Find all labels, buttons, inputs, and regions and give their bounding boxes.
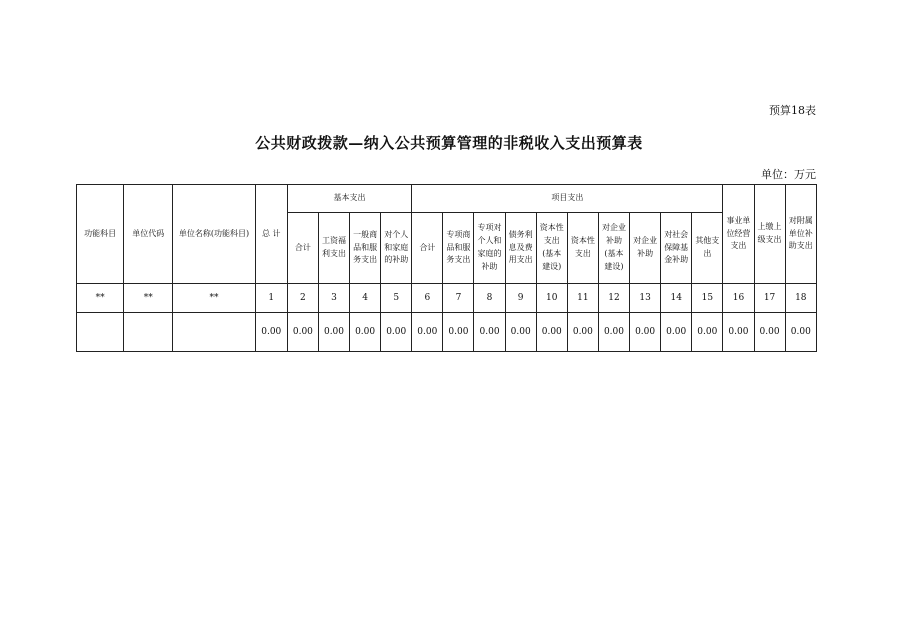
index-cell: 13 bbox=[630, 284, 661, 313]
header-project-4: 资本性支出(基本建设) bbox=[536, 213, 567, 284]
header-project-5: 资本性支出 bbox=[567, 213, 598, 284]
index-cell: ** bbox=[124, 284, 173, 313]
index-cell: 6 bbox=[412, 284, 443, 313]
data-cell: 0.00 bbox=[350, 313, 381, 352]
data-cell: 0.00 bbox=[630, 313, 661, 352]
index-cell: 1 bbox=[255, 284, 287, 313]
header-unit-code: 单位代码 bbox=[124, 185, 173, 284]
page-title: 公共财政拨款—纳入公共预算管理的非税收入支出预算表 bbox=[255, 134, 643, 152]
index-cell: 12 bbox=[598, 284, 629, 313]
unit-label: 单位：万元 bbox=[761, 168, 816, 181]
index-cell: 5 bbox=[381, 284, 412, 313]
header-project-1: 专项商品和服务支出 bbox=[443, 213, 474, 284]
data-cell: 0.00 bbox=[661, 313, 692, 352]
header-basic-3: 对个人和家庭的补助 bbox=[381, 213, 412, 284]
header-unit-name: 单位名称(功能科目) bbox=[173, 185, 255, 284]
header-extra-2: 对附属单位补助支出 bbox=[785, 185, 816, 284]
index-cell: 11 bbox=[567, 284, 598, 313]
data-cell bbox=[77, 313, 124, 352]
index-cell: 7 bbox=[443, 284, 474, 313]
table-number: 预算18表 bbox=[769, 104, 816, 117]
header-project-group: 项目支出 bbox=[412, 185, 723, 213]
data-cell: 0.00 bbox=[412, 313, 443, 352]
header-project-6: 对企业补助(基本建设) bbox=[598, 213, 629, 284]
index-cell: 15 bbox=[692, 284, 723, 313]
index-row bbox=[77, 284, 817, 313]
header-basic-1: 工资福利支出 bbox=[318, 213, 349, 284]
budget-table bbox=[76, 184, 817, 352]
index-cell: 16 bbox=[723, 284, 754, 313]
data-cell: 0.00 bbox=[723, 313, 754, 352]
header-basic-2: 一般商品和服务支出 bbox=[350, 213, 381, 284]
data-cell: 0.00 bbox=[785, 313, 816, 352]
data-cell: 0.00 bbox=[505, 313, 536, 352]
data-cell: 0.00 bbox=[443, 313, 474, 352]
header-project-0: 合计 bbox=[412, 213, 443, 284]
index-cell: 8 bbox=[474, 284, 505, 313]
header-project-9: 其他支出 bbox=[692, 213, 723, 284]
header-basic-0: 合计 bbox=[287, 213, 318, 284]
index-cell: 3 bbox=[318, 284, 349, 313]
data-cell: 0.00 bbox=[754, 313, 785, 352]
index-cell: 18 bbox=[785, 284, 816, 313]
index-cell: 14 bbox=[661, 284, 692, 313]
index-cell: 17 bbox=[754, 284, 785, 313]
data-cell: 0.00 bbox=[536, 313, 567, 352]
header-extra-0: 事业单位经营支出 bbox=[723, 185, 754, 284]
data-cell: 0.00 bbox=[692, 313, 723, 352]
data-cell: 0.00 bbox=[598, 313, 629, 352]
index-cell: ** bbox=[77, 284, 124, 313]
header-project-8: 对社会保障基金补助 bbox=[661, 213, 692, 284]
data-cell: 0.00 bbox=[255, 313, 287, 352]
data-cell: 0.00 bbox=[567, 313, 598, 352]
data-cell bbox=[173, 313, 255, 352]
data-cell: 0.00 bbox=[287, 313, 318, 352]
data-cell bbox=[124, 313, 173, 352]
data-cell: 0.00 bbox=[381, 313, 412, 352]
index-cell: 10 bbox=[536, 284, 567, 313]
index-cell: ** bbox=[173, 284, 255, 313]
data-cell: 0.00 bbox=[474, 313, 505, 352]
header-extra-1: 上缴上级支出 bbox=[754, 185, 785, 284]
index-cell: 4 bbox=[350, 284, 381, 313]
header-project-3: 债务利息及费用支出 bbox=[505, 213, 536, 284]
header-total: 总 计 bbox=[255, 185, 287, 284]
header-basic-group: 基本支出 bbox=[287, 185, 411, 213]
data-cell: 0.00 bbox=[318, 313, 349, 352]
index-cell: 2 bbox=[287, 284, 318, 313]
index-cell: 9 bbox=[505, 284, 536, 313]
header-project-2: 专项对个人和家庭的补助 bbox=[474, 213, 505, 284]
header-func-subject: 功能科目 bbox=[77, 185, 124, 284]
header-project-7: 对企业补助 bbox=[630, 213, 661, 284]
table-row bbox=[77, 313, 817, 352]
